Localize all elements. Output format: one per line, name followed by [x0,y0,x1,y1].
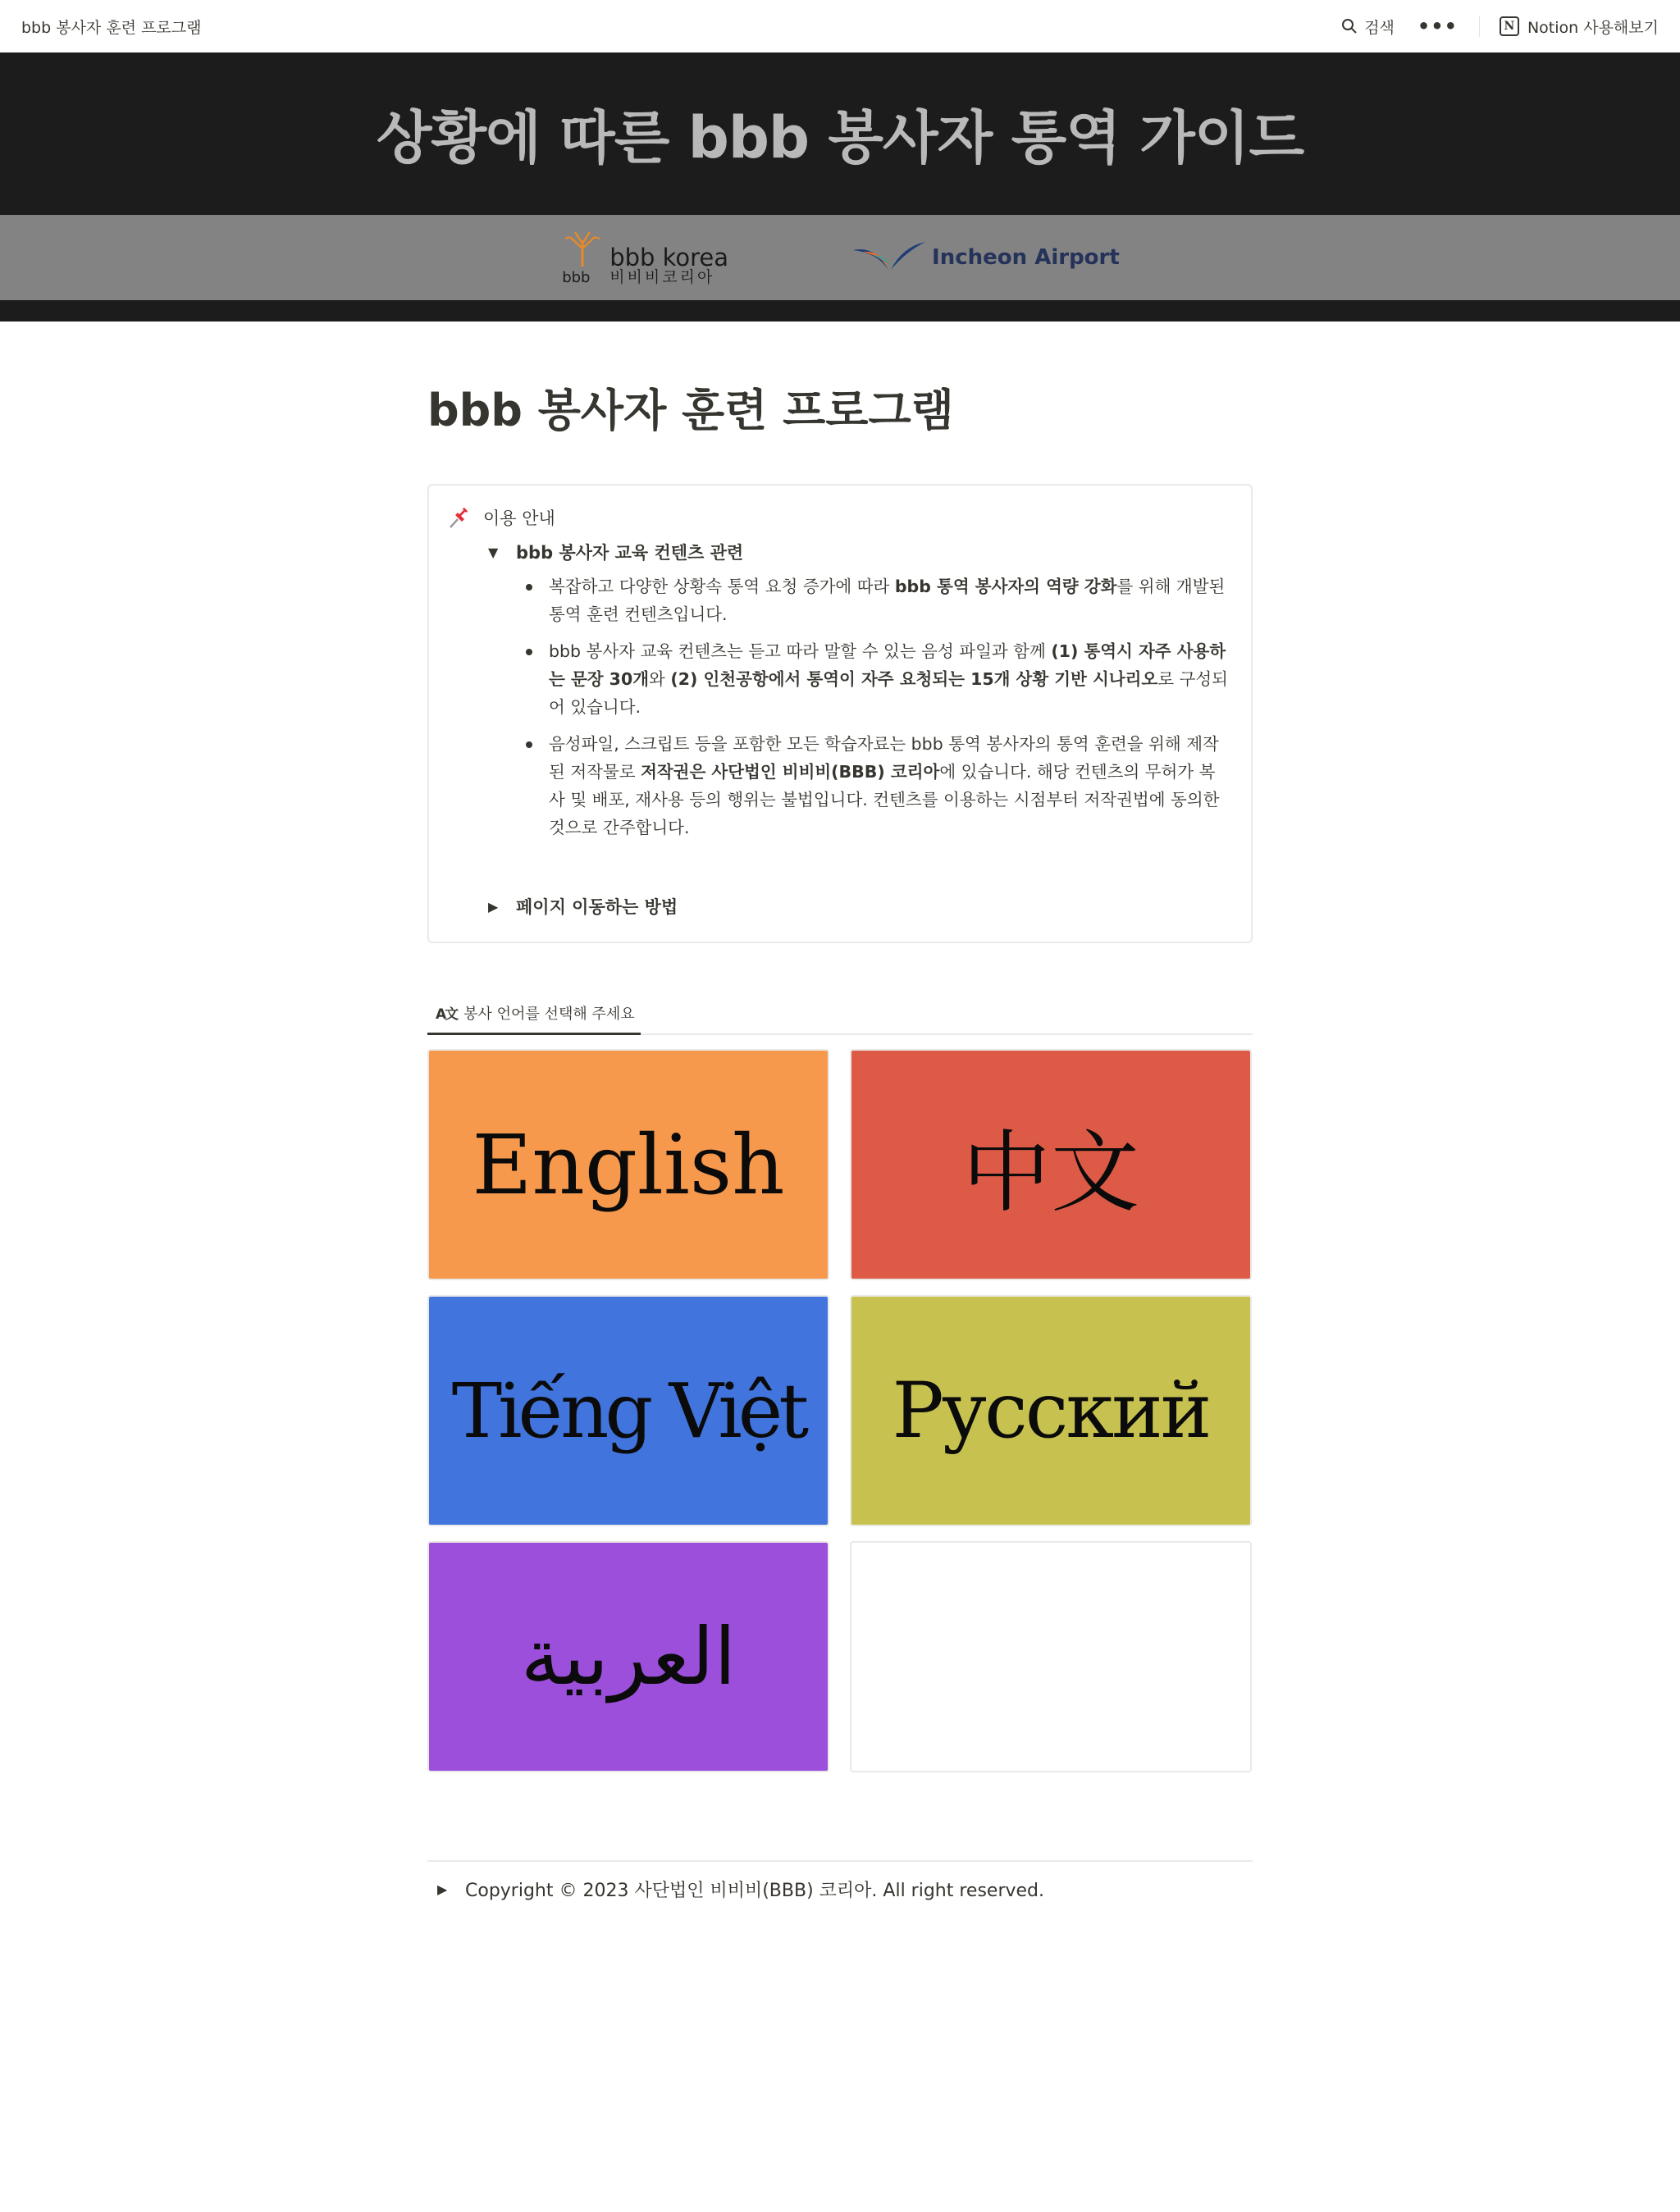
usage-guide-callout [427,484,1253,943]
card-cover [429,1297,828,1525]
gallery-card-english[interactable] [427,1049,829,1280]
list-text-bold: 저작권은 사단법인 비비비(BBB) 코리아 [641,762,940,782]
airport-swoosh-icon [851,239,927,276]
list-item [526,637,1231,721]
more-options-button[interactable]: ••• [1417,15,1458,38]
callout-heading-text: 이용 안내 [483,509,555,528]
search-button[interactable] [1333,16,1403,38]
top-bar-actions [1333,0,1659,52]
search-label: 검색 [1364,18,1395,37]
card-cover [429,1051,828,1279]
notion-logo-icon: N [1500,16,1519,36]
toggle-page-navigation[interactable] [488,894,678,919]
gallery-card-russian[interactable] [850,1295,1252,1526]
translate-icon: A文 [436,1006,458,1023]
card-label-russian: Русский [892,1366,1210,1456]
card-cover [851,1297,1250,1525]
card-cover [851,1543,1250,1771]
list-item [526,730,1231,841]
divider [427,1860,1253,1862]
cover-image [0,52,1680,322]
tree-logo-icon [560,229,603,286]
callout-heading [447,505,555,530]
view-tabs [427,992,1253,1035]
card-label-english: English [472,1116,785,1213]
toggle-expanded-icon[interactable]: ▼ [488,544,499,560]
toggle-collapsed-icon[interactable]: ▶ [488,898,499,914]
gallery-card-empty[interactable] [850,1541,1252,1772]
list-text-bold: (2) 인천공항에서 통역이 자주 요청되는 15개 상황 기반 시나리오 [670,669,1158,689]
list-text-bold: (1) 통역시 자주 사용하는 문장 30개 [549,641,1226,689]
toggle-content-info[interactable] [488,540,743,564]
incheon-airport-logo [851,239,1120,276]
cover-title: 상황에 따른 bbb 봉사자 통역 가이드 [376,103,1304,171]
card-label-vietnamese: Tiếng Việt [451,1366,806,1455]
list-item [526,572,1231,628]
breadcrumb-page-name[interactable]: bbb 봉사자 훈련 프로그램 [21,18,202,37]
tab-select-language-label: 봉사 언어를 선택해 주세요 [463,1005,635,1023]
try-notion-label: Notion 사용해보기 [1527,18,1659,37]
bbb-korea-logo [560,229,728,286]
list-text: 복잡하고 다양한 상황속 통역 요청 증가에 따라 [549,577,895,596]
logo-english-name: bbb korea [609,243,729,271]
card-label-chinese: 中文 [961,1121,1139,1225]
list-text: bbb 봉사자 교육 컨텐츠는 듣고 따라 말할 수 있는 음성 파일과 함께 [549,641,1052,661]
list-text: 와 [649,669,671,689]
card-cover [429,1543,828,1771]
copyright-text: Copyright © 2023 사단법인 비비비(BBB) 코리아. All right reserved. [465,1881,1045,1901]
tab-select-language[interactable] [427,992,641,1035]
gallery-card-chinese[interactable] [850,1049,1252,1280]
list-text-bold: bbb 통역 봉사자의 역량 강화 [894,577,1117,596]
airport-name: Incheon Airport [932,245,1120,270]
logo-names [609,245,728,286]
logo-korean-name: 비비비코리아 [609,268,715,287]
logo-small-text: bbb [562,269,591,286]
card-cover [851,1051,1250,1279]
gallery-card-arabic[interactable] [427,1541,829,1772]
divider [1479,16,1480,37]
list-text: 로 구성되어 있습니다. [549,669,1228,717]
pushpin-icon [447,505,472,530]
list-text: 에 있습니다. 해당 컨텐츠의 무허가 복사 및 배포, 재사용 등의 행위는 불법입니다. 컨텐츠를 이용하는 시점부터 저작권법에 동의한 것으로 간주합니다. [549,762,1220,837]
toggle-copyright[interactable] [437,1877,1044,1902]
content-info-list [526,572,1231,851]
toggle-collapsed-icon[interactable]: ▶ [437,1881,448,1897]
page-title: bbb 봉사자 훈련 프로그램 [427,385,954,436]
card-label-arabic: العربية [520,1611,737,1703]
toggle-content-info-label: bbb 봉사자 교육 컨텐츠 관련 [516,543,744,563]
toggle-page-navigation-label: 페이지 이동하는 방법 [516,897,678,917]
top-bar [0,0,1680,52]
cover-logo-band [0,215,1680,300]
search-icon [1341,18,1358,34]
list-text: 를 위해 개발된 통역 훈련 컨텐츠입니다. [549,577,1226,624]
list-text: 음성파일, 스크립트 등을 포함한 모든 학습자료는 bbb 통역 봉사자의 통역 훈련을 위해 제작된 저작물로 [549,734,1219,782]
try-notion-button[interactable] [1486,16,1659,38]
gallery-card-vietnamese[interactable] [427,1295,829,1526]
